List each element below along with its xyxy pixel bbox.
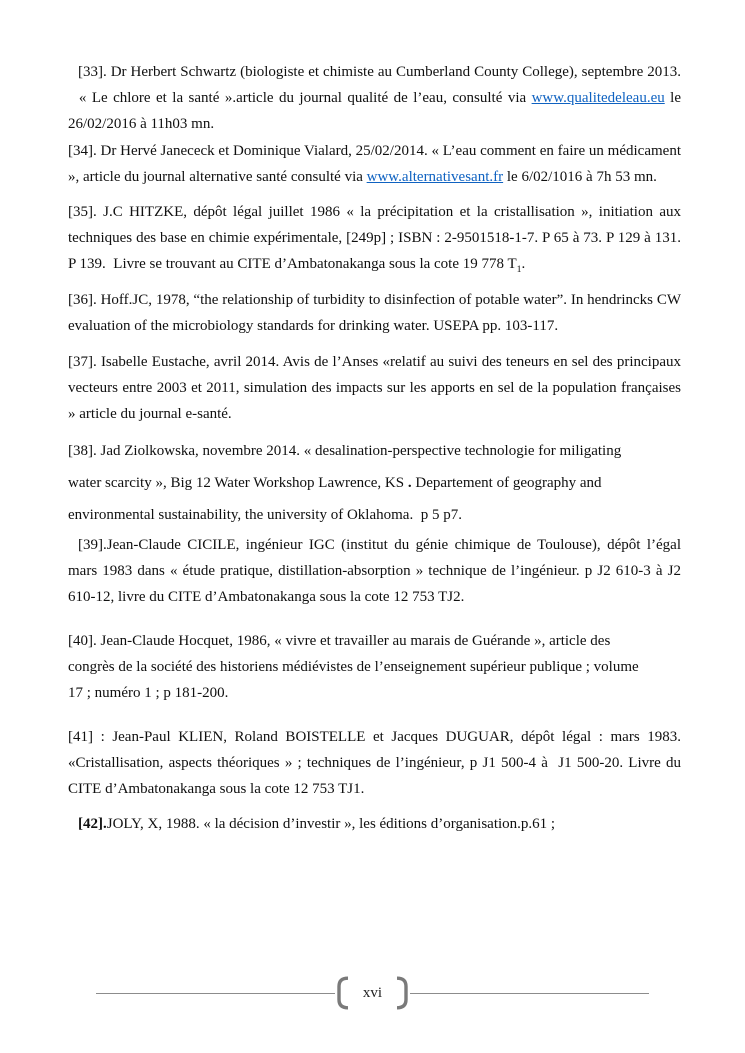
reference-text: [37]. Isabelle Eustache, avril 2014. Avis de l’Anses «relatif au suivi des teneurs en sel des principaux vecteurs entre 2003 et 2011, simulation des impacts sur les apports en sel de la population françaises » article du journal e-santé. xyxy=(68,354,681,422)
reference-text: JOLY, X, 1988. « la décision d’investir », les éditions d’organisation.p.61 ; xyxy=(106,816,556,832)
reference-36 xyxy=(68,287,681,339)
right-bracket-decoration xyxy=(395,976,410,1010)
reference-link[interactable]: www.alternativesant.fr xyxy=(366,169,504,185)
reference-text: [38]. Jad Ziolkowska, novembre 2014. « desalination-perspective technologie for miligating xyxy=(68,443,622,459)
footer-rule-right xyxy=(410,993,649,994)
reference-text: le 26/02/2016 à 11h03 mn. xyxy=(68,90,682,132)
bold-text: . xyxy=(407,475,412,491)
reference-text: le 6/02/1016 à 7h 53 mn. xyxy=(503,169,657,185)
reference-text: [39].Jean-Claude CICILE, ingénieur IGC (institut du génie chimique de Toulouse), dépôt l’égal mars 1983 dans « étude pratique, distillation-absorption » technique de l’ingénieur. p J2 610-3 à J2 610-12, livre du CITE d’Ambatonakanga sous la cote 12 753 TJ2. xyxy=(68,537,681,605)
references-section xyxy=(68,59,681,847)
reference-text: [35]. J.C HITZKE, dépôt légal juillet 1986 « la précipitation et la cristallisation », initiation aux techniques des base en chimie expérimentale, [249p] ; ISBN : 2-9501518-1-7. P 65 à 73. P 129 à 131. P 139. Livre se trouvant au CITE d’Ambatonakanga sous la cote 19 778 T xyxy=(68,204,681,272)
reference-42 xyxy=(68,811,681,837)
reference-text: Departement of geography and xyxy=(411,475,602,491)
reference-37 xyxy=(68,349,681,427)
subscript-text: 1 xyxy=(516,264,522,275)
bold-text: [42]. xyxy=(78,816,107,832)
reference-link[interactable]: www.qualitedeleau.eu xyxy=(531,90,665,106)
reference-text: [34]. Dr Hervé Janececk et Dominique Vialard, 25/02/2014. « L’eau comment en faire un médicament », article du journal alternative santé consulté via xyxy=(68,143,681,185)
reference-text: water scarcity », Big 12 Water Workshop Lawrence, KS xyxy=(68,475,408,491)
reference-text: . xyxy=(521,256,526,272)
reference-41 xyxy=(68,724,681,802)
reference-text: [40]. Jean-Claude Hocquet, 1986, « vivre et travailler au marais de Guérande », article des xyxy=(68,633,611,649)
reference-33 xyxy=(68,59,681,137)
page-number: xvi xyxy=(362,985,383,1001)
reference-34 xyxy=(68,138,681,190)
reference-text: [33]. Dr Herbert Schwartz (biologiste et chimiste au Cumberland County College), septembre 2013. « Le chlore et la santé ».article du journal qualité de l’eau, consulté via xyxy=(68,64,681,106)
page-footer xyxy=(0,976,745,1010)
reference-38 xyxy=(68,435,681,531)
reference-35 xyxy=(68,199,681,277)
reference-39 xyxy=(68,532,681,610)
reference-text: 17 ; numéro 1 ; p 181-200. xyxy=(68,685,229,701)
left-bracket-decoration xyxy=(335,976,350,1010)
reference-text: [36]. Hoff.JC, 1978, “the relationship of turbidity to disinfection of potable water”. In hendrincks CW evaluation of the microbiology standards for drinking water. USEPA pp. 103-117. xyxy=(68,292,681,334)
reference-text: environmental sustainability, the university of Oklahoma. p 5 p7. xyxy=(68,507,462,523)
footer-rule-left xyxy=(96,993,335,994)
reference-text: [41] : Jean-Paul KLIEN, Roland BOISTELLE et Jacques DUGUAR, dépôt légal : mars 1983. «Cristallisation, aspects théoriques » ; techniques de l’ingénieur, p J1 500-4 à J1 500-20. Livre du CITE d’Ambatonakanga sous la cote 12 753 TJ1. xyxy=(68,729,681,797)
reference-40 xyxy=(68,628,681,706)
reference-text: congrès de la société des historiens médiévistes de l’enseignement supérieur publique ; volume xyxy=(68,659,639,675)
